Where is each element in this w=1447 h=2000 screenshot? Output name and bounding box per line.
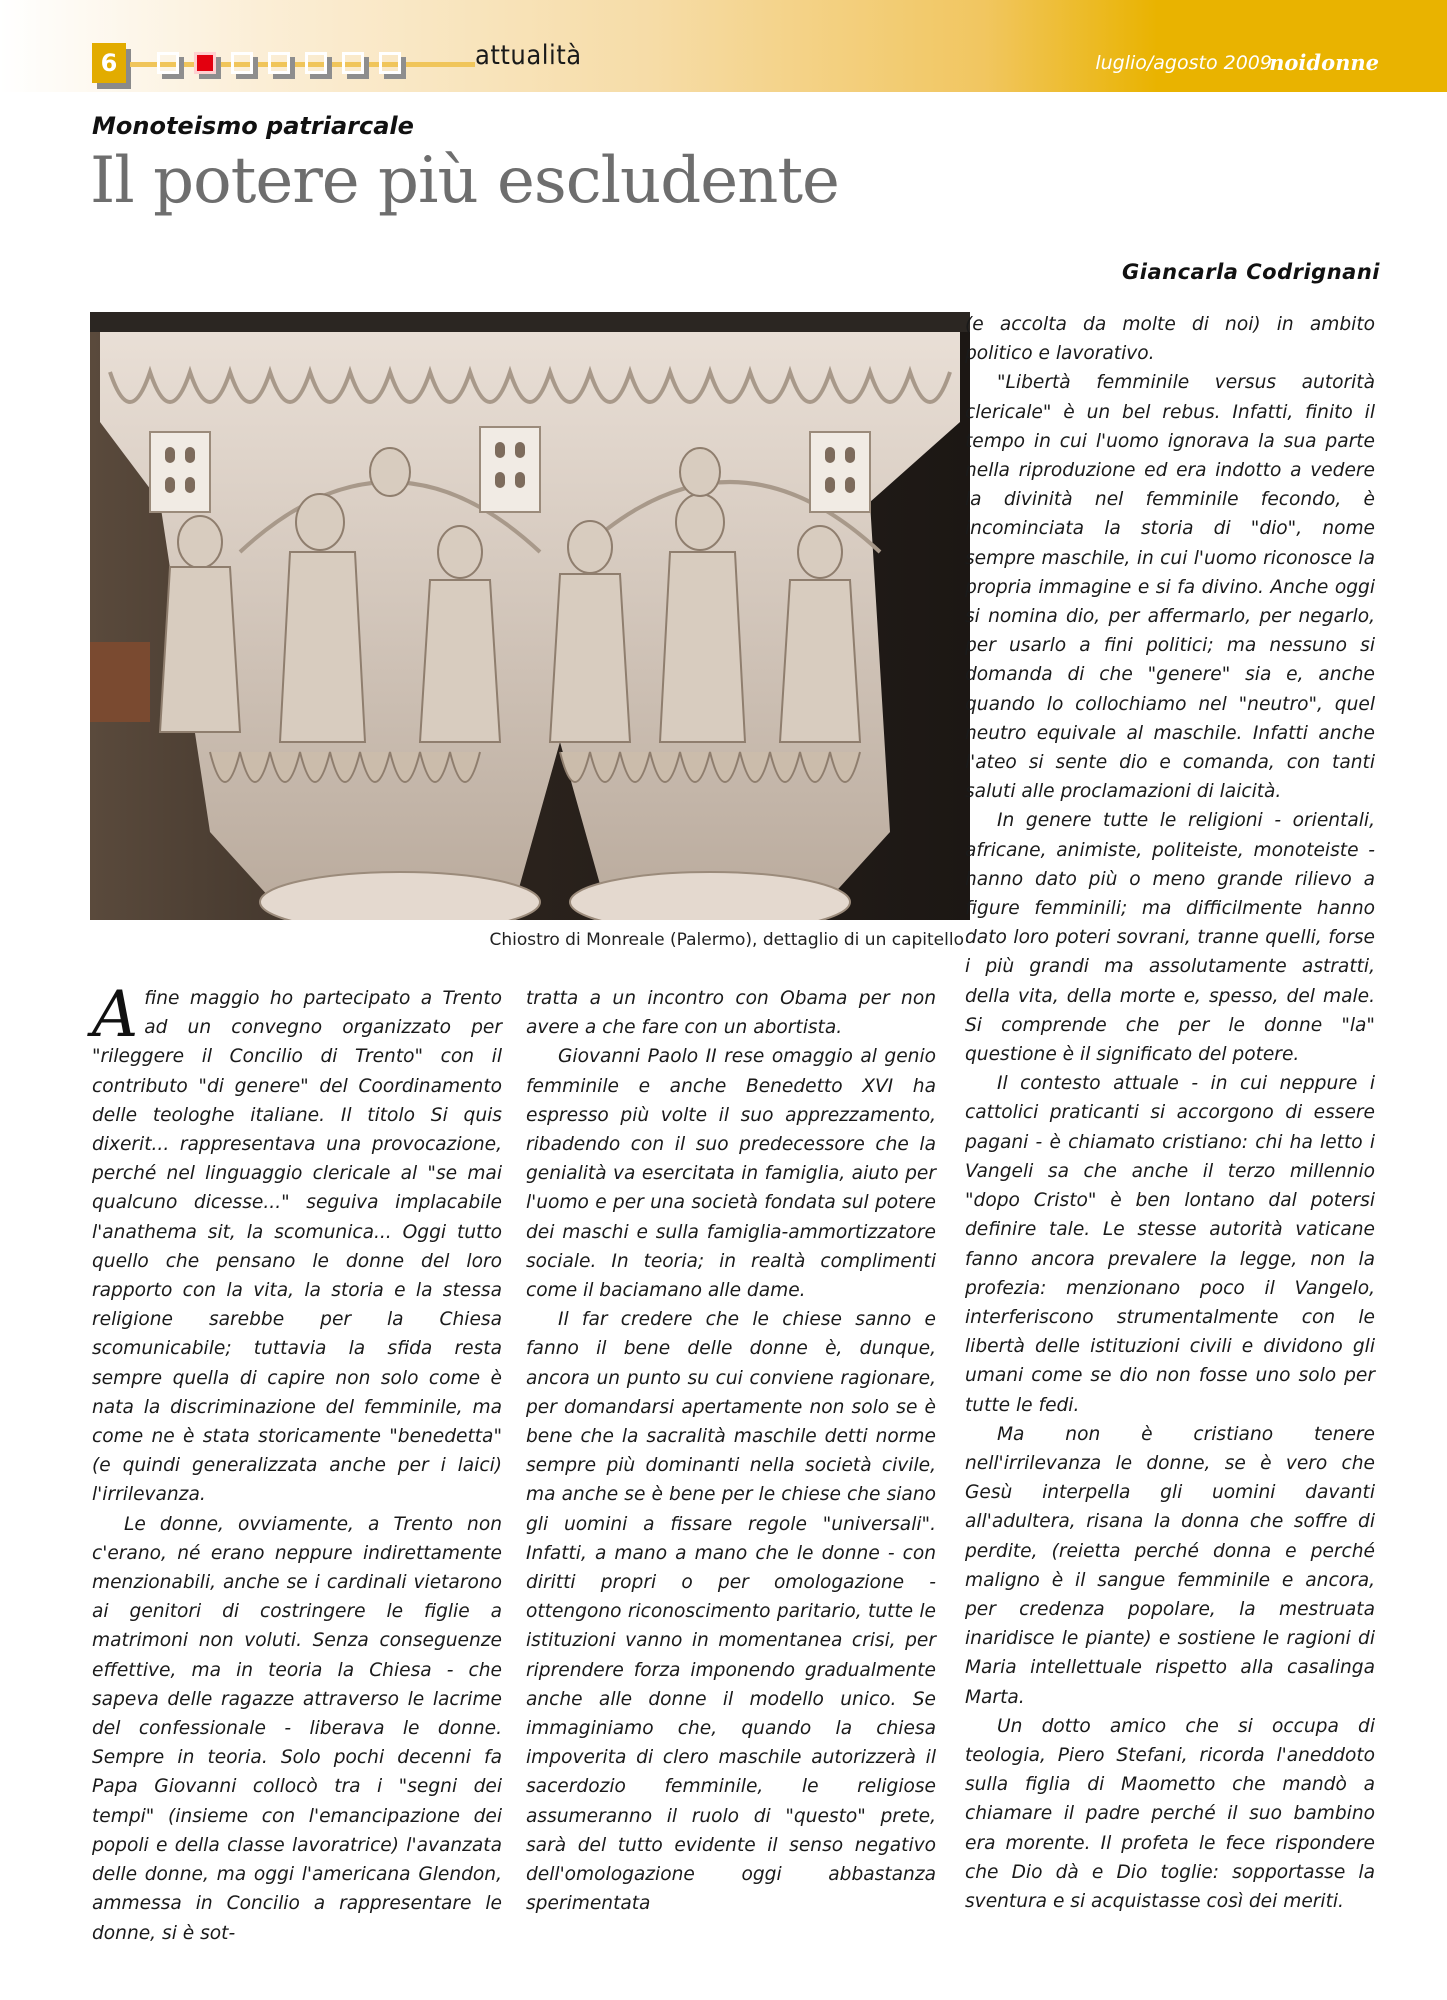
article-column-1	[92, 978, 502, 1948]
section-label: attualità	[475, 40, 582, 71]
paragraph: tratta a un incontro con Obama per non avere a che fare con un abortista.	[526, 988, 936, 1039]
article-photo	[90, 312, 970, 920]
article-kicker: Monoteismo patriarcale	[92, 112, 414, 140]
paragraph: Il contesto attuale - in cui neppure i cattolici praticanti si accorgono di essere pagani - è chiamato cristiano: chi ha letto i Vangeli sa che anche il terzo millennio "dopo Cristo" è ben lontano dal potersi definire tale. Le stesse autorità vaticane fanno ancora prevalere la legge, non la profezia: menzionano poco il Vangelo, interferiscono strumentalmente con le libertà delle istituzioni civili e dividono gli umani come se dio non fosse uno solo per tutte le fedi.	[965, 1073, 1375, 1416]
nav-square-active	[194, 52, 216, 74]
paragraph: Giovanni Paolo II rese omaggio al genio femminile e anche Benedetto XVI ha espresso più volte il suo apprezzamento, ribadendo con il suo predecessore che la genialità va esercitata in famiglia, aiuto per l'uomo e per una società fondata sul potere dei maschi e sulla famiglia-ammortizzatore sociale. In teoria; in realtà complimenti come il baciamano alle dame.	[526, 1046, 936, 1302]
capital-sculpture-image	[90, 312, 970, 920]
nav-square	[268, 52, 290, 74]
page-number: 6	[92, 43, 126, 83]
paragraph	[92, 978, 502, 1510]
nav-square	[157, 52, 179, 74]
article-column-3	[965, 310, 1375, 1916]
paragraph: In genere tutte le religioni - orientali, africane, animiste, politeiste, monoteiste - hanno dato più o meno grande rilievo a figure femminili; ma difficilmente hanno dato loro poteri sovrani, tranne quelli, forse i più grandi ma assolutamente astratti, della vita, della morte e, spesso, del male. Si comprende che per le donne "la" questione è il significato del potere.	[965, 810, 1375, 1066]
paragraph: Ma non è cristiano tenere nell'irrilevanza le donne, se è vero che Gesù interpella gli uomini davanti all'adultera, risana la donna che soffre di perdite, (reietta perché donna e perché maligno è il sangue femminile e ancora, per credenza popolare, la mestruata inaridisce le piante) e sostiene le ragioni di Maria intellettuale rispetto alla casalinga Marta.	[965, 1423, 1375, 1708]
issue-date: luglio/agosto 2009	[1095, 52, 1272, 74]
drop-cap: A	[92, 978, 139, 1052]
nav-square	[342, 52, 364, 74]
page-header	[0, 0, 1447, 92]
article-title: Il potere più escludente	[90, 144, 839, 218]
nav-square	[379, 52, 401, 74]
header-rule	[130, 62, 475, 67]
paragraph: Il far credere che le chiese sanno e fanno il bene delle donne è, dunque, ancora un punto su cui conviene ragionare, per domandarsi apertamente non solo se è bene che la sacralità maschile detti norme sempre più dominanti nella società civile, ma anche se è bene per le chiese che siano gli uomini a fissare regole "universali". Infatti, a mano a mano che le donne - con diritti propri o per omologazione - ottengono riconoscimento paritario, tutte le istituzioni vanno in momentanea crisi, per riprendere forza imponendo gradualmente anche alle donne il modello unico. Se immaginiamo che, quando la chiesa impoverita di clero maschile autorizzerà il sacerdozio femminile, le religiose assumeranno il ruolo di "questo" prete, sarà del tutto evidente il senso negativo dell'omologazione oggi abbastanza sperimentata	[526, 1309, 936, 1915]
paragraph: Un dotto amico che si occupa di teologia, Piero Stefani, ricorda l'aneddoto sulla figlia di Maometto che mandò a chiamare il padre perché il suo bambino era morente. Il profeta le fece rispondere che Dio dà e Dio toglie: sopportasse la sventura e si acquistasse così dei meriti.	[965, 1715, 1375, 1912]
paragraph: (e accolta da molte di noi) in ambito politico e lavorativo.	[965, 314, 1375, 365]
nav-square	[231, 52, 253, 74]
paragraph: Le donne, ovviamente, a Trento non c'erano, né erano neppure indirettamente menzionabili, anche se i cardinali vietarono ai genitori di costringere le figlie a matrimoni non voluti. Senza conseguenze effettive, ma in teoria la Chiesa - che sapeva delle ragazze attraverso le lacrime del confessionale - liberava le donne. Sempre in teoria. Solo pochi decenni fa Papa Giovanni collocò tra i "segni dei tempi" (insieme con l'emancipazione dei popoli e della classe lavoratrice) l'avanzata delle donne, ma oggi l'americana Glendon, ammessa in Concilio a rappresentare le donne, si è sot-	[92, 1513, 502, 1944]
article-column-2	[526, 984, 936, 1919]
nav-square	[305, 52, 327, 74]
paragraph: "Libertà femminile versus autorità clericale" è un bel rebus. Infatti, finito il tempo in cui l'uomo ignorava la sua parte nella riproduzione ed era indotto a vedere la divinità nel femminile fecondo, è incominciata la storia di "dio", nome sempre maschile, in cui l'uomo riconosce la propria immagine e si fa divino. Anche oggi si nomina dio, per affermarlo, per negarlo, per usarlo a fini politici; ma nessuno si domanda di che "genere" sia e, anche quando lo collochiamo nel "neutro", quel neutro equivale al maschile. Infatti anche l'ateo si sente dio e comanda, con tanti saluti alle proclamazioni di laicità.	[965, 372, 1375, 803]
article-author: Giancarla Codrignani	[1122, 260, 1380, 284]
magazine-name: noidonne	[1269, 50, 1379, 75]
paragraph-text: fine maggio ho partecipato a Trento ad un convegno organizzato per "rileggere il Concilio di Trento" con il contributo "di genere" del Coordinamento delle teologhe italiane. Il titolo Si quis dixerit... rappresentava una provocazione, perché nel linguaggio clericale al "se mai qualcuno dicesse..." seguiva implacabile l'anathema sit, la scomunica... Oggi tutto quello che pensano le donne del loro rapporto con la vita, la storia e la stessa religione sarebbe per la Chiesa scomunicabile; tuttavia la sfida resta sempre quella di capire non solo come è nata la discriminazione del femminile, ma come ne è stata storicamente "benedetta" (e quindi generalizzata anche per i laici) l'irrilevanza.	[92, 988, 502, 1506]
photo-caption: Chiostro di Monreale (Palermo), dettaglio di un capitello	[489, 930, 964, 950]
